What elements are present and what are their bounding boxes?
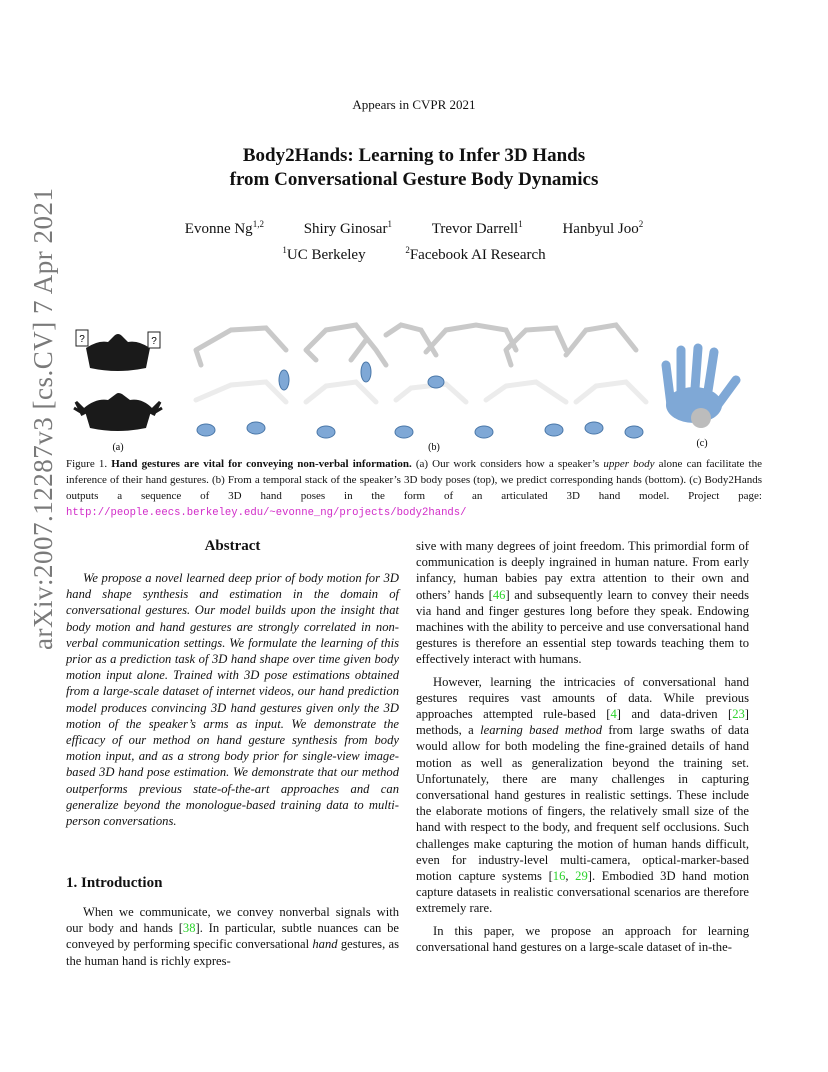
citation-link[interactable]: 4 (610, 707, 617, 722)
figure-caption: Figure 1. Hand gestures are vital for conveying non-verbal information. (a) Our work considers how a speaker’s upper body alone can facilitate the inference of their hand gestures. (b) From a temporal stack of the speaker’s 3D body poses (top), we predict corresponding hands (bottom). (c) Body2Hands outputs a sequence of 3D hand poses in the form of an articulated 3D hand model. Project page: http://people.eecs.berkeley.edu/~evonne_ng/projects/body2hands/ (66, 458, 762, 519)
paper-title (0, 144, 828, 192)
arxiv-stamp: arXiv:2007.12287v3 [cs.CV] 7 Apr 2021 (28, 187, 58, 650)
figure-label-c: (c) (696, 438, 708, 449)
title-line-1: Body2Hands: Learning to Infer 3D Hands (242, 145, 586, 166)
figure-label-b: (b) (428, 442, 440, 453)
citation-link[interactable]: 23 (732, 707, 745, 722)
figure-label-a: (a) (112, 442, 124, 453)
citation-link[interactable]: 16 (552, 869, 566, 884)
introduction-body: When we communicate, we convey nonverbal signals with our body and hands [38]. In particular, subtle nuances can be conveyed by performing specific conversational hand gestures, as the human hand is richly expres- (66, 905, 400, 968)
project-page-link[interactable]: http://people.eecs.berkeley.edu/~evonne_ng/projects/body2hands/ (66, 507, 467, 519)
introduction-heading: 1. Introduction (66, 875, 163, 891)
affiliation: $^1$UC Berkeley (282, 245, 366, 263)
affiliation: $^2$Facebook AI Research (405, 245, 546, 263)
citation-link[interactable]: 46 (492, 587, 506, 602)
author: Hanbyul Joo$^2$ (562, 219, 644, 237)
title-line-2: from Conversational Gesture Body Dynamics (229, 169, 599, 190)
abstract-body: We propose a novel learned deep prior of body motion for 3D hand shape synthesis and estimation in the domain of conversational gestures. Our model builds upon the insight that body motion and hand gestures are strongly correlated in non-verbal communication settings. We formulate the learning of this prior as a prediction task of 3D hand shape over time given body motion input alone. Trained with 3D pose estimations obtained from a large-scale dataset of internet videos, our hand prediction model produces convincing 3D hand gestures given only the 3D motion of the speaker’s arms as input. We demonstrate the efficacy of our method on hand gesture synthesis from body motion input, and as a strong body prior for single-view image-based 3D hand pose estimation. We demonstrate that our method outperforms previous state-of-the-art approaches and can generalize beyond the monologue-based training data to multi-person conversations. (66, 571, 399, 829)
author: Trevor Darrell$^1$ (431, 219, 523, 237)
author: Evonne Ng$^{1,2}$ (184, 219, 264, 237)
hand-model (666, 348, 736, 428)
affiliation-list (0, 245, 828, 264)
author: Shiry Ginosar$^1$ (303, 219, 392, 237)
svg-text:?: ? (79, 334, 85, 345)
svg-text:?: ? (151, 336, 157, 347)
right-column: sive with many degrees of joint freedom. This primordial form of communication is deeply ingrained in human nature. From early infancy, human babies pay extra attention to their own and others’ hands [46] and subsequently learn to convey their needs via hand and finger gestures long before they speak. Endowing machines with the ability to perceive and use conversational hand gestures is therefore an essential step towards teaching them to effectively interact with humans. However, learning the intricacies of conversational hand gestures requires vast amounts of data. While previous approaches attempted rule-based [4] and data-driven [23] methods, a learning based method from large swaths of data would allow for both modeling the fine-grained details of hand motion as well as generalization beyond the training set. Unfortunately, there are many challenges in capturing conversational hand gestures in realistic settings. These include the elaborate motions of fingers, the relatively small size of the hand with respect to the body, and frequent self occlusions. Such challenges make capturing the motion of human hands difficult, even for industry-level multi-camera, optical-marker-based motion capture systems [16, 29]. Embodied 3D hand motion capture datasets in realistic conversational scenarios are therefore extremely rare. In this paper, we propose an approach for learning conversational hand gestures on a large-scale dataset of in-the- (416, 539, 749, 954)
pose-sequence (196, 325, 636, 365)
pose-sequence-lower (196, 382, 646, 402)
figure-1 (66, 310, 762, 455)
author-list (0, 219, 828, 238)
abstract-heading: Abstract (204, 538, 261, 554)
silhouette-with-hands (74, 393, 162, 431)
citation-link[interactable]: 29 (575, 869, 588, 884)
venue-note: Appears in CVPR 2021 (352, 97, 476, 112)
silhouette-upper-top (76, 330, 160, 371)
citation-link[interactable]: 38 (182, 921, 196, 936)
